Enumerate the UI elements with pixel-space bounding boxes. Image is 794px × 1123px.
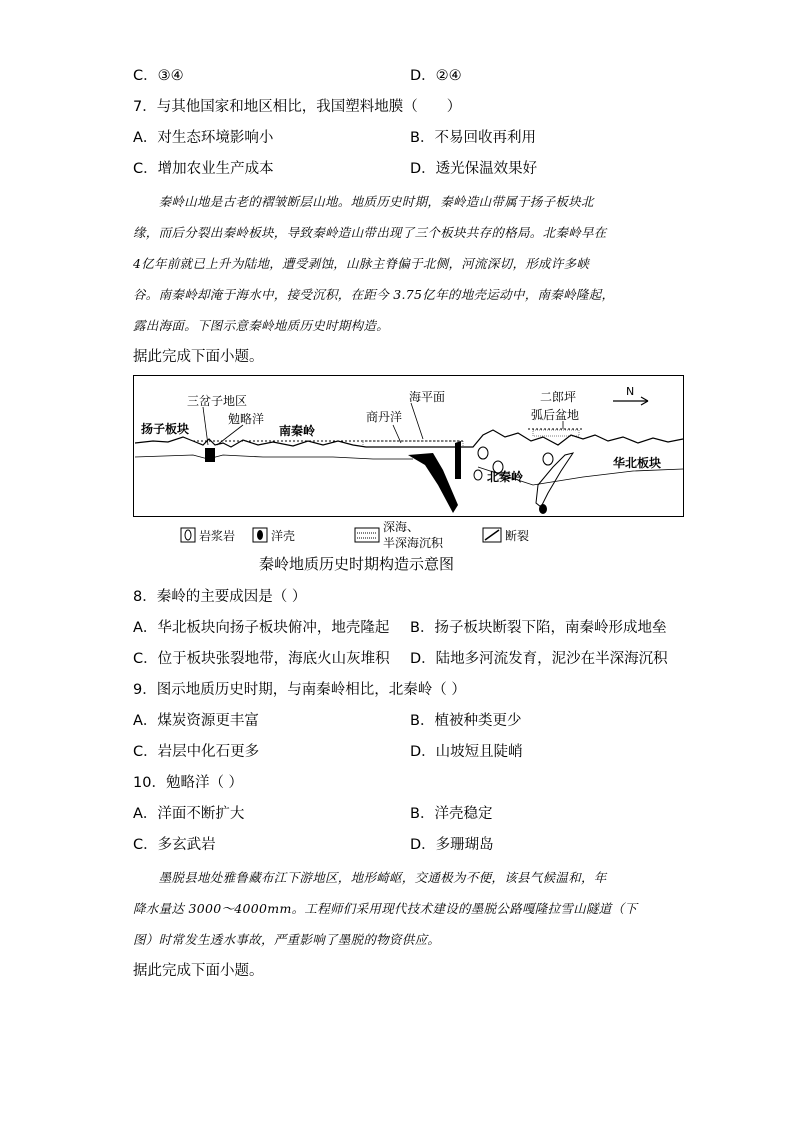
question-9-stem: 9．图示地质历史时期，与南秦岭相比，北秦岭（ ） [133, 682, 466, 698]
q10-option-d: D．多珊瑚岛 [410, 837, 494, 853]
q7-option-b: B．不易回收再利用 [410, 130, 536, 146]
label-north: N [626, 385, 635, 398]
q7-option-d: D．透光保温效果好 [410, 161, 538, 177]
magma-rock-dark [539, 504, 547, 514]
label-north-china-plate: 华北板块 [613, 456, 662, 470]
legend-semi-deep-sea-label: 半深海沉积 [383, 536, 444, 550]
mianlue-oceanic-crust [205, 448, 215, 462]
label-sea-level: 海平面 [409, 390, 446, 404]
passage-qinling [133, 186, 661, 341]
q10-option-a: A．洋面不断扩大 [133, 806, 245, 822]
label-sanchazi: 三岔子地区 [187, 394, 248, 408]
q7-option-a: A．对生态环境影响小 [133, 130, 274, 146]
instruction: 据此完成下面小题。 [133, 349, 264, 365]
passage-line: 图）时常发生透水事故，严重影响了墨脱的物资供应。 [133, 932, 441, 947]
question-10-stem: 10．勉略洋（ ） [133, 775, 244, 791]
legend-magma-label: 岩浆岩 [199, 529, 236, 543]
label-north-qinling: 北秦岭 [487, 470, 524, 484]
geology-cross-section-figure [133, 375, 685, 575]
q8-option-a: A．华北板块向扬子板块俯冲，地壳隆起 [133, 620, 390, 636]
magma-rock [543, 453, 553, 465]
legend [181, 520, 529, 550]
option-d: D．②④ [410, 68, 462, 84]
q9-option-d: D．山坡短且陡峭 [410, 744, 523, 760]
magma-rock [474, 470, 482, 480]
passage-line: 降水量达 3000～4000mm。工程师们采用现代技术建设的墨脱公路嘎隆拉雪山隧道（下 [133, 901, 638, 916]
figure-caption: 秦岭地质历史时期构造示意图 [259, 555, 455, 573]
question-7-stem: 7．与其他国家和地区相比，我国塑料地膜（ ） [133, 99, 462, 115]
label-south-qinling: 南秦岭 [279, 424, 316, 438]
q8-option-b: B．扬子板块断裂下陷，南秦岭形成地垒 [410, 620, 667, 636]
q8-option-c: C．位于板块张裂地带，海底火山灰堆积 [133, 651, 390, 667]
passage-line: 露出海面。下图示意秦岭地质历史时期构造。 [133, 318, 390, 333]
legend-deep-sea-swatch [355, 528, 379, 542]
legend-oceanic-crust-label: 洋壳 [271, 529, 296, 543]
q9-option-a: A．煤炭资源更丰富 [133, 713, 259, 729]
magma-rock [478, 447, 488, 459]
passage-line: 4亿年前就已上升为陆地，遭受剥蚀，山脉主脊偏于北侧，河流深切，形成许多峡 [133, 256, 590, 271]
label-mianlue: 勉略洋 [228, 412, 265, 426]
q9-option-c: C．岩层中化石更多 [133, 744, 260, 760]
passage-line: 墨脱县地处雅鲁藏布江下游地区，地形崎岖，交通极为不便，该县气候温和，年 [133, 870, 607, 885]
passage-line: 秦岭山地是古老的褶皱断层山地。地质历史时期，秦岭造山带属于扬子板块北 [133, 194, 594, 209]
label-erlangping: 二郎坪 [540, 390, 577, 404]
label-shangdan: 商丹洋 [366, 410, 403, 424]
label-backarc-basin: 弧后盆地 [531, 408, 580, 422]
legend-deep-sea-label: 深海、 [383, 520, 420, 534]
q10-option-c: C．多玄武岩 [133, 837, 216, 853]
passage-line: 缘，而后分裂出秦岭板块，导致秦岭造山带出现了三个板块共存的格局。北秦岭早在 [133, 225, 607, 240]
legend-fault-label: 断裂 [505, 529, 530, 543]
q10-option-b: B．洋壳稳定 [410, 806, 493, 822]
passage-line: 谷。南秦岭却淹于海水中，接受沉积，在距今 3.75亿年的地壳运动中，南秦岭隆起， [133, 287, 615, 302]
instruction: 据此完成下面小题。 [133, 963, 264, 979]
fault-block [455, 441, 461, 479]
label-yangzi-plate: 扬子板块 [141, 422, 190, 436]
q7-option-c: C．增加农业生产成本 [133, 161, 274, 177]
option-c: C．③④ [133, 68, 184, 84]
q8-option-d: D．陆地多河流发育，泥沙在半深海沉积 [410, 651, 668, 667]
question-8-stem: 8．秦岭的主要成因是（ ） [133, 589, 307, 605]
q9-option-b: B．植被种类更少 [410, 713, 522, 729]
passage-medog [133, 862, 661, 955]
